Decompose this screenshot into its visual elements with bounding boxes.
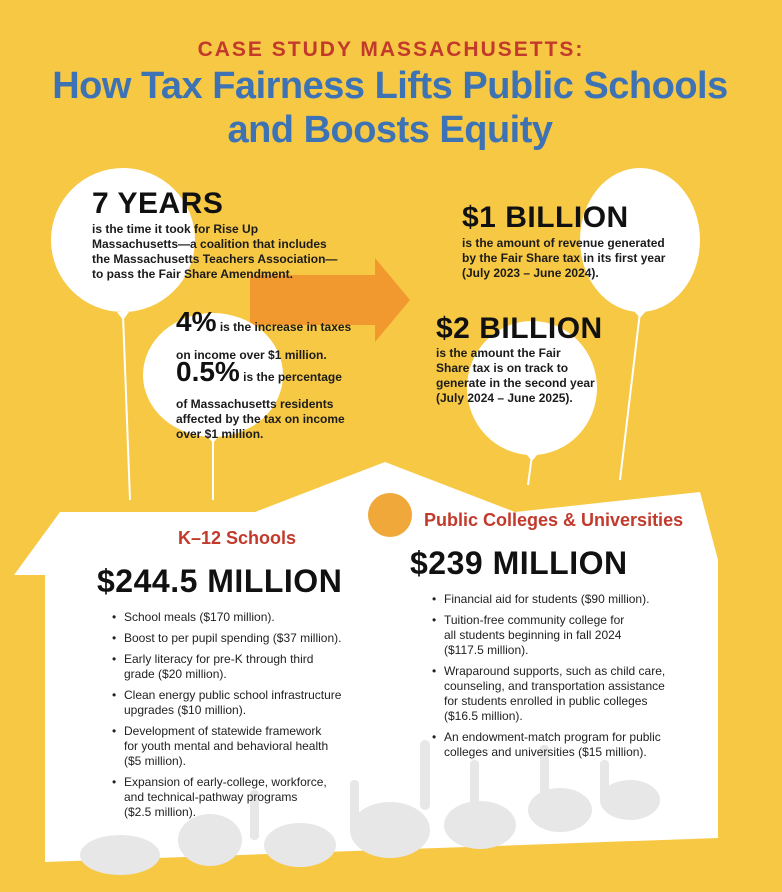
percent-residents-text-1: of Massachusetts residents xyxy=(176,397,334,411)
k12-item: • Development of statewide framework for youth mental and behavioral health ($5 million). xyxy=(124,724,414,769)
k12-item: • Boost to per pupil spending ($37 million). xyxy=(124,631,414,646)
colleges-item: • Financial aid for students ($90 million). xyxy=(444,592,734,607)
k12-item: • Clean energy public school infrastructure upgrades ($10 million). xyxy=(124,688,414,718)
percent-increase-text: on income over $1 million. xyxy=(176,348,327,362)
colleges-amount: $239 MILLION xyxy=(410,545,628,581)
percent-increase-row xyxy=(176,306,352,337)
balloon-string-1 xyxy=(123,315,130,500)
colleges-item: • Tuition-free community college for all students beginning in fall 2024 ($117.5 million). xyxy=(444,613,734,658)
k12-item: • Expansion of early-college, workforce, and technical-pathway programs ($2.5 million). xyxy=(124,775,414,820)
k12-list xyxy=(110,610,414,826)
billion1-text-1: is the amount of revenue generated xyxy=(462,236,665,250)
percent-residents-text-2: affected by the tax on income xyxy=(176,412,345,426)
years-value: 7 YEARS xyxy=(92,187,224,220)
k12-amount: $244.5 MILLION xyxy=(97,563,343,599)
title-line-2: and Boosts Equity xyxy=(227,109,553,151)
colleges-heading: Public Colleges & Universities xyxy=(424,510,684,530)
percent-residents-value: 0.5% xyxy=(176,356,240,387)
years-text-3: the Massachusetts Teachers Association— xyxy=(92,252,338,266)
kicker-heading: CASE STUDY MASSACHUSETTS: xyxy=(197,38,585,61)
years-text-4: to pass the Fair Share Amendment. xyxy=(92,267,293,281)
billion2-text-4: (July 2024 – June 2025). xyxy=(436,391,573,405)
k12-item: • School meals ($170 million). xyxy=(124,610,414,625)
colleges-list xyxy=(430,592,734,766)
billion1-text-3: (July 2023 – June 2024). xyxy=(462,266,599,280)
billion1-text-2: by the Fair Share tax in its first year xyxy=(462,251,666,265)
billion2-text-3: generate in the second year xyxy=(436,376,595,390)
years-text-2: Massachusetts—a coalition that includes xyxy=(92,237,327,251)
percent-residents-row xyxy=(176,356,342,387)
title-line-1: How Tax Fairness Lifts Public Schools xyxy=(52,65,728,107)
balloon-string-4 xyxy=(620,312,640,480)
billion2-text-2: Share tax is on track to xyxy=(436,361,569,375)
k12-heading: K–12 Schools xyxy=(178,528,297,548)
billion2-value: $2 BILLION xyxy=(436,312,603,345)
round-window xyxy=(368,493,412,537)
percent-increase-inline: is the increase in taxes xyxy=(219,320,352,334)
percent-increase-value: 4% xyxy=(176,306,217,337)
k12-item: • Early literacy for pre-K through third grade ($20 million). xyxy=(124,652,414,682)
colleges-item: • An endowment-match program for public colleges and universities ($15 million). xyxy=(444,730,734,760)
percent-residents-inline: is the percentage xyxy=(243,370,342,384)
colleges-item: • Wraparound supports, such as child care, counseling, and transportation assistance for students enrolled in public colleges ($16.5 million). xyxy=(444,664,734,724)
percent-residents-text-3: over $1 million. xyxy=(176,427,264,441)
years-text-1: is the time it took for Rise Up xyxy=(92,222,259,236)
billion1-value: $1 BILLION xyxy=(462,201,629,234)
billion2-text-1: is the amount the Fair xyxy=(436,346,561,360)
